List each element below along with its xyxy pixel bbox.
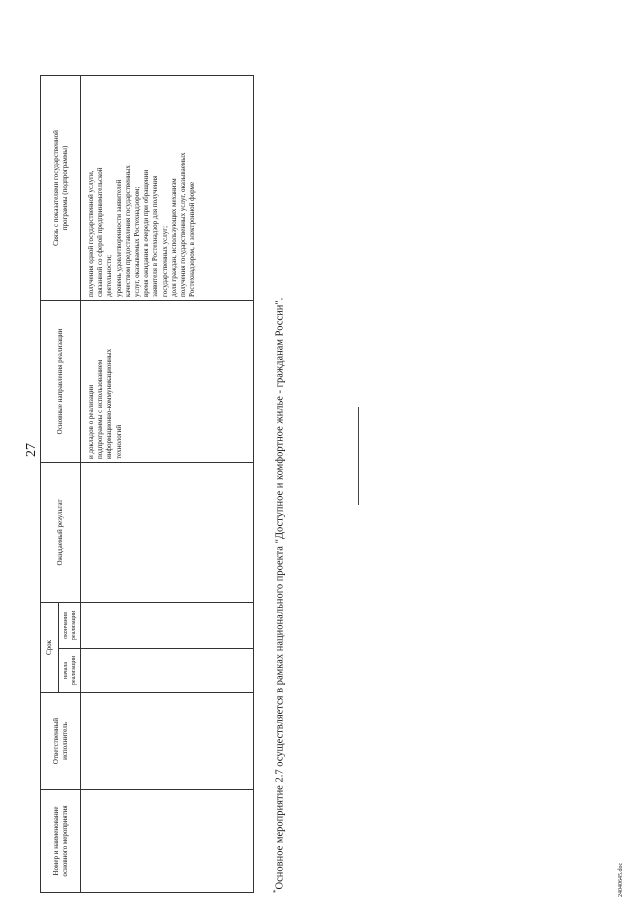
header-expected-result: Ожидаемый результат (41, 463, 81, 603)
header-executor: Ответственный исполнитель (41, 693, 81, 790)
footnote (272, 33, 286, 893)
header-directions: Основные направления реализации (41, 301, 81, 463)
footnote-text: Основное мероприятие 2.7 осуществляется в рамках национального проекта "Доступное и комфортное жилье - гражданам России". (274, 297, 286, 890)
header-term: Срок (41, 603, 59, 693)
activities-table (40, 75, 254, 893)
footnote-mark: * (272, 889, 280, 893)
divider-line (358, 407, 359, 505)
header-indicators: Связь с показателями государственной программы (подпрограммы) (41, 76, 81, 301)
cell-term-start (81, 649, 254, 693)
header-term-start: начала реализации (59, 649, 81, 693)
table-row (81, 76, 254, 893)
document-id: 24040645.doc (618, 862, 624, 897)
cell-term-end (81, 603, 254, 649)
cell-executor (81, 693, 254, 790)
cell-expected-result (81, 463, 254, 603)
header-number-name: Номер и наименование основного мероприятия (41, 790, 81, 893)
page-number: 27 (24, 443, 39, 457)
cell-indicators: получения одной государственной услуги, связанной со сферой предпринимательской деятельности; уровень удовлетворенности заявителей качеством предоставления государственных услуг, оказываемых Ростехнадзором; время ожидания в очереди при обращении заявителя в Ростехнадзор для получения государственных услуг; доля граждан, использующих механизм получения государственных услуг, оказываемых Ростехнадзором, в электронной форме (81, 76, 254, 301)
header-term-end: окончания реализации (59, 603, 81, 649)
cell-number-name (81, 790, 254, 893)
cell-directions: и докладов о реализации подпрограммы с использованием информационно-коммуникационных технологий (81, 301, 254, 463)
